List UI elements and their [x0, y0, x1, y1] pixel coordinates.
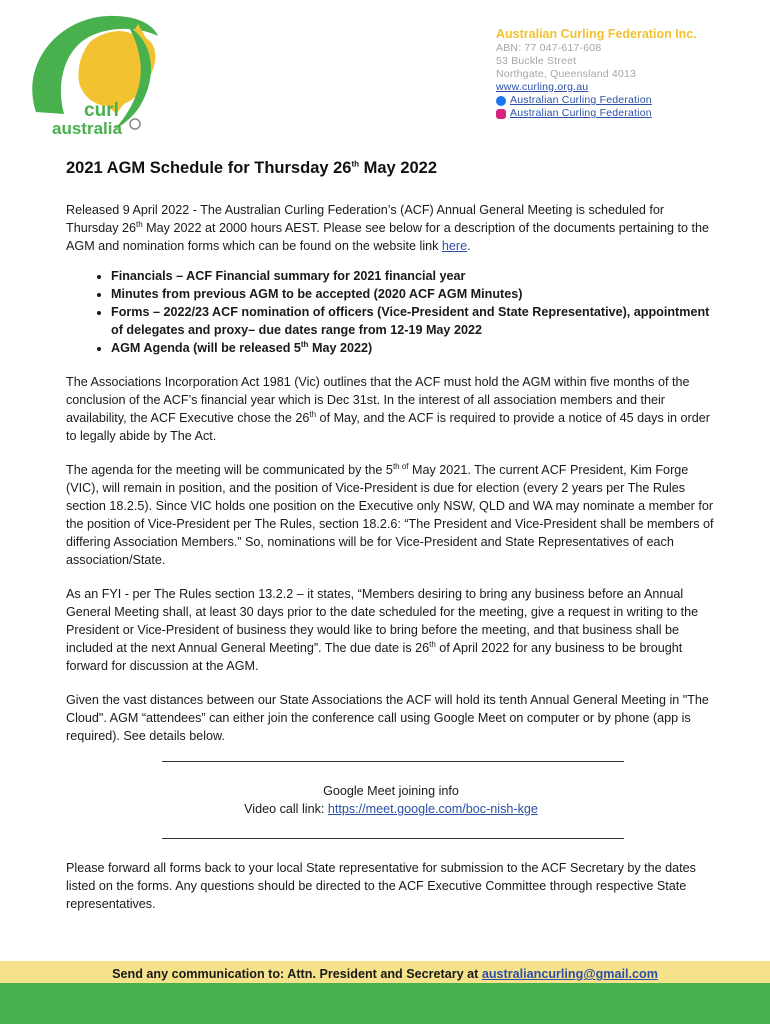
- instagram-row: [496, 107, 766, 120]
- here-link[interactable]: here: [441, 239, 468, 253]
- closing-paragraph: Please forward all forms back to your local State representative for submission to the ACF Secretary by the dates listed on the forms. Any questions should be directed to the ACF Executive Committee through respective State representatives.: [66, 861, 696, 911]
- document-body: [66, 157, 716, 929]
- meet-label: Video call link:: [244, 802, 328, 816]
- act-paragraph: The Associations Incorporation Act 1981 (Vic) outlines that the ACF must hold the AGM within five months of the conclusion of the ACF’s financial year which is Dec 31st. In the interest of all association members and their availability, the ACF Executive chose the 26th of May, and the ACF is required to provide a notice of 45 days in order to legally abide by The Act.: [66, 375, 710, 443]
- intro-paragraph: Released 9 April 2022 - The Australian Curling Federation’s (ACF) Annual General Meeting is scheduled for Thursday 26th May 2022 at 2000 hours AEST. Please see below for a description of the documents pertaining to the AGM and nomination forms which can be found on the website link here.: [66, 203, 710, 253]
- instagram-icon: [496, 109, 506, 119]
- list-item-financials: • Financials – ACF Financial summary for 2021 financial year: [111, 267, 716, 285]
- footer-contact: Send any communication to: Attn. President and Secretary at australiancurling@gmail.com: [112, 967, 658, 981]
- divider-top: [162, 761, 624, 762]
- email-link[interactable]: australiancurling@gmail.com: [481, 967, 658, 981]
- title-text: 2021 AGM Schedule for Thursday 26: [66, 159, 352, 177]
- website-link[interactable]: www.curling.org.au: [496, 81, 589, 93]
- org-name: Australian Curling Federation Inc.: [496, 27, 697, 41]
- org-abn: ABN: 77 047-617-608: [496, 42, 602, 54]
- curl-australia-logo: [28, 14, 160, 138]
- logo-word-australia: australia: [52, 119, 122, 138]
- facebook-link[interactable]: Australian Curling Federation: [510, 94, 652, 106]
- title-sup: th: [351, 159, 360, 169]
- list-item-forms: • Forms – 2022/23 ACF nomination of officers (Vice-President and State Representative), appointment of delegates and proxy– due dates range from 12-19 May 2022: [111, 303, 716, 339]
- google-meet-info: [66, 782, 716, 818]
- meet-heading: Google Meet joining info: [323, 784, 459, 798]
- page-title: [66, 157, 716, 179]
- rules-paragraph: As an FYI - per The Rules section 13.2.2 – it states, “Members desiring to bring any business before an Annual General Meeting shall, at least 30 days prior to the date scheduled for the meeting, give a request in writing to the President or Vice-President of business they would like to bring before the meeting, and that business shall be included at the next Annual General Meeting”. The due date is 26th of April 2022 for any business to be brought forward for discussion at the AGM.: [66, 587, 699, 673]
- divider-bottom: [162, 838, 624, 839]
- logo-word-curl: curl: [84, 100, 119, 121]
- agenda-paragraph: The agenda for the meeting will be communicated by the $5^{th of}$ May 2021. The current ACF President, Kim Forge (VIC), will remain in position, and the position of Vice-President is due for election (every 2 years per The Rules section 18.2.5). Since VIC holds one position on the Executive only NSW, QLD and WA may nominate a member for the position of Vice-President per The Rules, section 18.2.6: “The President and Vice-President shall be members of differing Association Members.” So, nominations will be for Vice-President and State Representatives of each association/State.: [66, 461, 714, 567]
- org-street: 53 Buckle Street: [496, 55, 577, 67]
- meet-link[interactable]: https://meet.google.com/boc-nish-kge: [327, 802, 538, 816]
- facebook-icon: [496, 96, 506, 106]
- list-item-agenda: • AGM Agenda (will be released 5th May 2022): [111, 339, 716, 357]
- cloud-paragraph: Given the vast distances between our State Associations the ACF will hold its tenth Annual General Meeting in "The Cloud". AGM “attendees” can either join the conference call using Google Meet on computer or by phone (app is required). See details below.: [66, 693, 709, 743]
- instagram-link[interactable]: Australian Curling Federation: [510, 107, 652, 119]
- org-contact-block: [496, 26, 766, 120]
- facebook-row: [496, 94, 766, 107]
- list-item-minutes: • Minutes from previous AGM to be accepted (2020 ACF AGM Minutes): [111, 285, 716, 303]
- title-tail: May 2022: [359, 159, 438, 177]
- org-city: Northgate, Queensland 4013: [496, 68, 637, 80]
- logo-stone-icon: [130, 119, 140, 129]
- footer-green-band: [0, 983, 770, 1024]
- document-list: [66, 267, 716, 357]
